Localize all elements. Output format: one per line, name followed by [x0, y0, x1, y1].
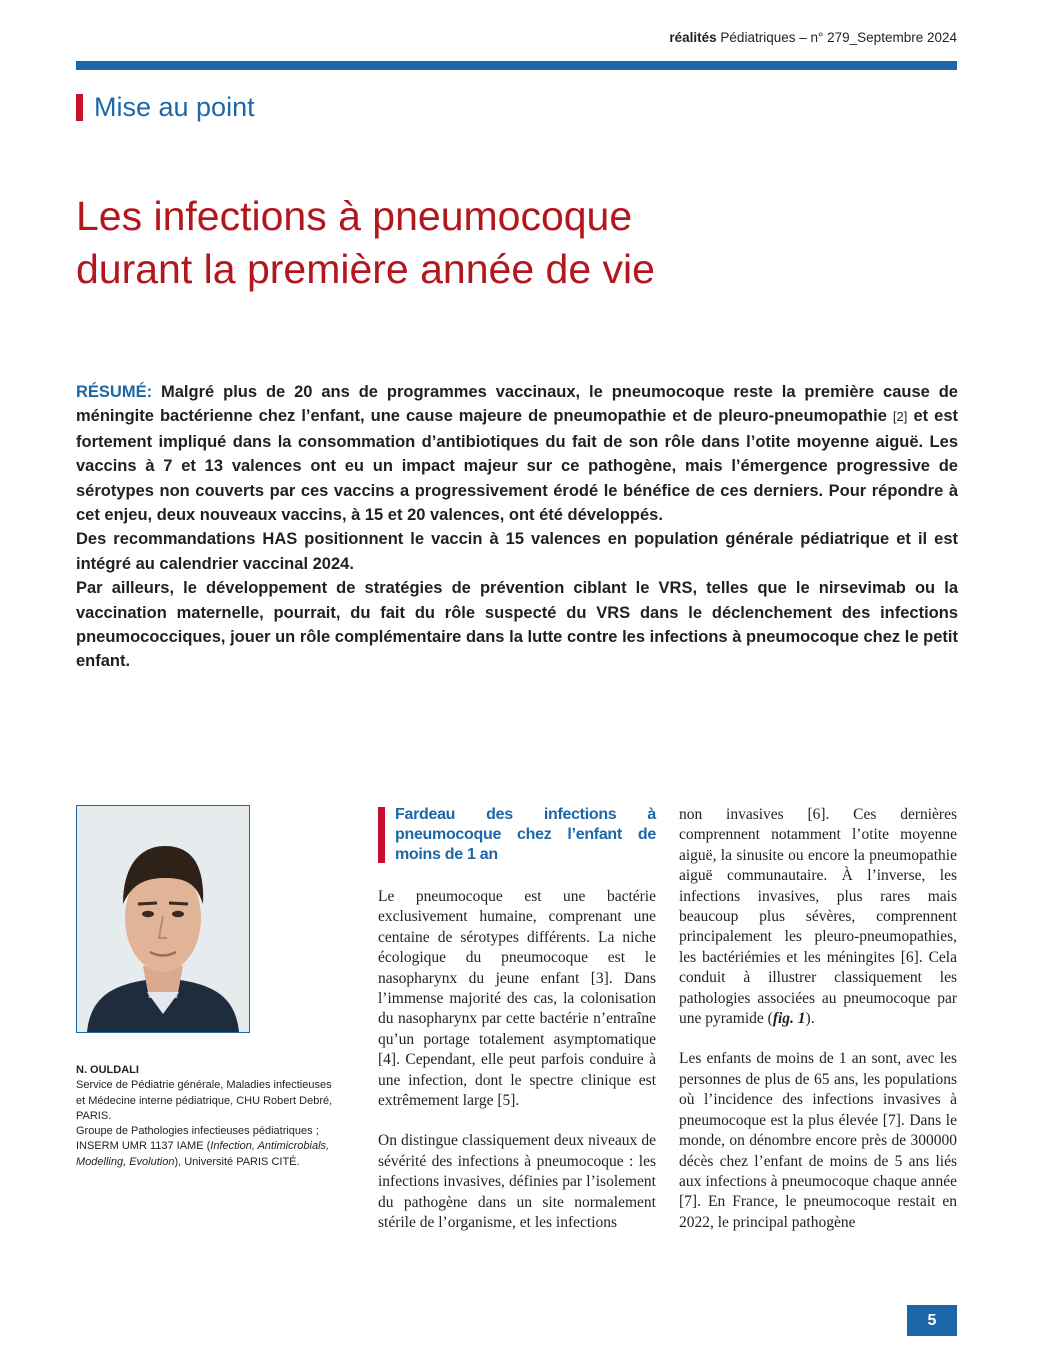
- body-column-2: [679, 805, 957, 1253]
- author-affiliation: Groupe de Pathologies infectieuses pédiatriques ;: [76, 1125, 319, 1138]
- header-rule: [76, 61, 957, 70]
- section-label: [76, 92, 255, 122]
- journal-name: réalités: [669, 30, 717, 45]
- subheading-marker: [378, 807, 385, 863]
- section-label-text: Mise au point: [94, 91, 255, 122]
- abstract: [76, 380, 958, 674]
- author-block: [76, 1063, 336, 1170]
- body-paragraph: [679, 805, 957, 1029]
- page-number: 5: [907, 1305, 957, 1336]
- abstract-label: RÉSUMÉ:: [76, 383, 153, 401]
- affiliation-italic: Infection, Antimicrobials, Modelling, Evolution: [76, 1140, 330, 1168]
- body-text: non invasives [6]. Ces dernières comprennent notamment l’otite moyenne aiguë, la sinusite ou encore la pneumopathie aiguë communautaire. À l’inverse, les infections invasives, plus rares mais beaucoup plus sévères, comprennent principalement les pleuro-pneumopathies, les bactériémies et les méningites [6]. Cela conduit à illustrer classiquement les pathologies associées au pneumocoque par une pyramide (: [679, 806, 957, 1028]
- subheading: [378, 805, 656, 865]
- body-paragraph: On distingue classiquement deux niveaux de sévérité des infections à pneumocoque : les infections invasives, définies par l’isolement du pathogène dans un site normalement stérile de l’organisme, et les infections: [378, 1132, 656, 1232]
- affiliation-text: ), Université PARIS CITÉ.: [174, 1155, 300, 1168]
- figure-reference[interactable]: fig. 1: [772, 1010, 806, 1028]
- article-title-line-2: durant la première année de vie: [76, 246, 655, 292]
- running-header: [669, 30, 957, 45]
- subheading-text: Fardeau des infections à pneumocoque chez l’enfant de moins de 1 an: [395, 806, 656, 863]
- affiliation-text: INSERM UMR 1137 IAME (: [76, 1140, 211, 1153]
- author-photo: [76, 805, 250, 1033]
- author-portrait-image: [77, 806, 249, 1032]
- body-text: ).: [805, 1010, 815, 1028]
- body-paragraph: Le pneumocoque est une bactérie exclusivement humaine, comprenant une centaine de sérotypes différents. La niche écologique du pneumocoque est le nasopharynx du jeune enfant [3]. Dans l’immense majorité des cas, la colonisation du nasopharynx par cette bactérie n’entraîne qu’un portage totalement asymptomatique [4]. Cependant, elle peut parfois conduire à une infection, dont le spectre clinique est extrêmement large [5].: [378, 888, 656, 1110]
- body-column-1: [378, 805, 656, 1254]
- abstract-text: Malgré plus de 20 ans de programmes vaccinaux, le pneumocoque reste la première cause de méningite bactérienne chez l’enfant, une cause majeure de pneumopathie et de pleuro-pneumopathie: [76, 383, 958, 426]
- author-affiliation: [76, 1139, 336, 1170]
- abstract-paragraph: Par ailleurs, le développement de stratégies de prévention ciblant le VRS, telles que le nirsevimab ou la vaccination maternelle, pourrait, du fait du rôle suspecté du VRS dans le déclenchement des infections pneumococciques, jouer un rôle complémentaire dans la lutte contre les infections à pneumocoque chez le petit enfant.: [76, 579, 958, 671]
- abstract-text: et est fortement impliqué dans la consommation d’antibiotiques du fait de son rôle dans l’otite moyenne aiguë. Les vaccins à 7 et 13 valences ont eu un impact majeur sur ce pathogène, mais l’émergence progressive de sérotypes non couverts par ces vaccins a progressivement érodé le bénéfice de ces derniers. Pour répondre à cet enjeu, deux nouveaux vaccins, à 15 et 20 valences, ont été développés.: [76, 407, 958, 525]
- author-affiliation: Service de Pédiatrie générale, Maladies infectieuses et Médecine interne pédiatrique, CHU Robert Debré, PARIS.: [76, 1079, 333, 1122]
- section-marker: [76, 94, 83, 121]
- article-title: [76, 190, 976, 296]
- citation-ref: [2]: [892, 409, 908, 425]
- article-title-line-1: Les infections à pneumocoque: [76, 193, 633, 239]
- issue-info: Pédiatriques – n° 279_Septembre 2024: [720, 30, 957, 45]
- abstract-paragraph: Des recommandations HAS positionnent le vaccin à 15 valences en population générale pédiatrique et il est intégré au calendrier vaccinal 2024.: [76, 530, 958, 573]
- author-name: N. OULDALI: [76, 1064, 139, 1076]
- body-paragraph: Les enfants de moins de 1 an sont, avec les personnes de plus de 65 ans, les populations où l’incidence des infections invasives à pneumocoque est la plus élevée [7]. Dans le monde, on dénombre encore près de 300000 décès chez l’enfant de moins de 5 ans liés aux infections à pneumocoque chaque année [7]. En France, le pneumocoque restait en 2022, le principal pathogène: [679, 1050, 957, 1231]
- abstract-paragraph: [76, 380, 958, 527]
